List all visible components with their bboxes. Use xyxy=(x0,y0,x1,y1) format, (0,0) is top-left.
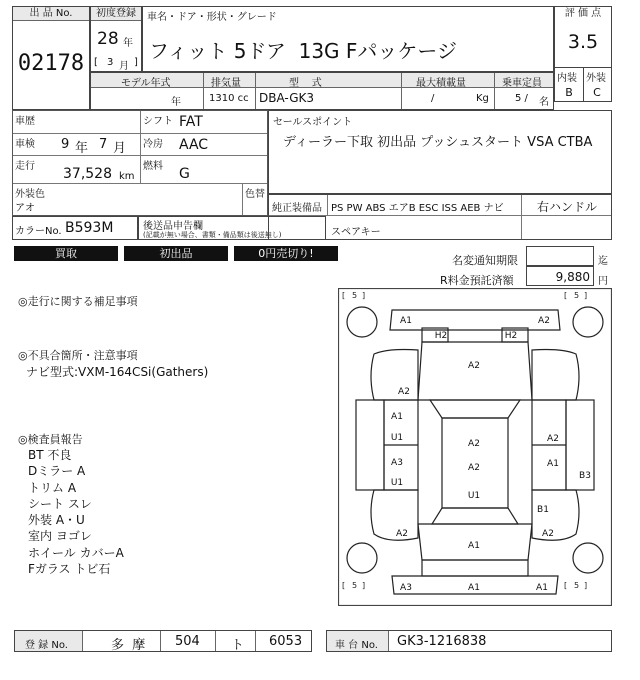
exterior-label: 外装 xyxy=(586,73,606,84)
chassis-label: 車 台 No. xyxy=(335,640,378,651)
docs-label: 後送品申告欄 xyxy=(143,221,203,232)
rear-glass xyxy=(432,508,518,524)
reg-class: 504 xyxy=(175,634,200,649)
first-reg-label: 初度登録 xyxy=(91,7,141,21)
mark: U1 xyxy=(390,478,404,488)
svg-text:[: [ xyxy=(342,581,346,590)
mileage-unit: km xyxy=(119,171,135,182)
mark: H2 xyxy=(434,331,448,341)
lot-no-label: 出 品 No. xyxy=(13,7,89,21)
mark: B1 xyxy=(537,505,549,515)
purchase-badge: 買取 xyxy=(14,246,118,261)
max-load-label: 最大積載量 xyxy=(416,78,466,89)
name-change-unit: 迄 xyxy=(598,256,608,267)
exterior-grade: C xyxy=(593,86,601,99)
mark: A3 xyxy=(391,458,403,468)
driving-notes-title: ◎走行に関する補足事項 xyxy=(18,295,138,308)
mark: U1 xyxy=(390,433,404,443)
first-reg-box: 初度登録 28 年 [ 3 月 ] xyxy=(90,6,142,72)
inspector-item: Dミラー A xyxy=(28,464,86,479)
mark: A2 xyxy=(396,529,408,539)
first-reg-year-unit: 年 xyxy=(123,38,133,49)
mark: A1 xyxy=(536,583,548,593)
rear-left-fender xyxy=(371,490,418,540)
tire-tag-fr: 5 xyxy=(574,291,580,300)
inspector-title: ◎検査員報告 xyxy=(18,433,83,446)
mark: A1 xyxy=(468,541,480,551)
sales-label: セールスポイント xyxy=(273,117,353,128)
inspector-item: 外装 A・U xyxy=(28,513,85,528)
first-listing-badge: 初出品 xyxy=(124,246,228,261)
reg-number: 6053 xyxy=(269,634,303,649)
car-damage-diagram xyxy=(338,288,612,606)
docs-note: (記載が無い場合、書類・備品類は後送無し) xyxy=(143,231,282,239)
mark: U1 xyxy=(467,491,481,501)
color-change-label: 色替 xyxy=(245,189,265,200)
left-side-panel xyxy=(356,400,384,490)
tire-tag-rl: 5 xyxy=(352,581,358,590)
inspector-item: シート スレ xyxy=(28,496,92,511)
first-reg-month: 3 xyxy=(107,57,114,68)
recycle-box xyxy=(526,266,594,286)
svg-text:[: [ xyxy=(564,291,568,300)
svg-text:[: [ xyxy=(342,291,346,300)
mark: A3 xyxy=(400,583,412,593)
car-name-box xyxy=(142,6,554,72)
grade-box xyxy=(554,6,612,102)
inspection-month: 7 xyxy=(99,137,108,152)
reg-kana: ト xyxy=(231,638,245,653)
tire-tag-rr: 5 xyxy=(574,581,580,590)
mark: A2 xyxy=(547,434,559,444)
first-reg-year: 28 xyxy=(97,29,119,49)
lot-no-box xyxy=(12,6,90,110)
mark: A2 xyxy=(398,387,410,397)
rear-taillights xyxy=(422,560,528,576)
color-no-label: カラーNo. xyxy=(15,226,62,237)
mileage-label: 走行 xyxy=(15,161,35,172)
sales-box xyxy=(268,110,612,194)
mark: A2 xyxy=(468,463,480,473)
recycle-label: R料金預託済額 xyxy=(440,274,514,287)
steering: 右ハンドル xyxy=(537,200,598,214)
grade-value: 3.5 xyxy=(567,31,599,53)
ac-value: AAC xyxy=(179,137,209,153)
inspector-item: トリム A xyxy=(28,480,77,495)
front-left-fender xyxy=(371,350,418,401)
mark: A1 xyxy=(547,459,559,469)
wheel-rear-left xyxy=(347,543,377,573)
wheel-rear-right xyxy=(573,543,603,573)
svg-text:]: ] xyxy=(584,291,588,300)
equipment-label: 純正装備品 xyxy=(272,203,322,214)
max-load: / xyxy=(431,93,435,104)
inspector-list xyxy=(28,447,124,577)
svg-text:]: ] xyxy=(362,581,366,590)
sales-text: ディーラー下取 初出品 プッシュスタート VSA CTBA xyxy=(283,135,593,150)
mark: A2 xyxy=(468,361,480,371)
windshield xyxy=(430,400,520,418)
recycle-value: 9,880 xyxy=(555,270,590,284)
inspection-label: 車検 xyxy=(15,139,35,150)
svg-text:[: [ xyxy=(564,581,568,590)
color-no-box xyxy=(12,216,138,240)
mark: A1 xyxy=(391,412,403,422)
inspector-item: ホイール カバーA xyxy=(28,545,124,560)
wheel-front-left xyxy=(347,307,377,337)
fuel-value: G xyxy=(179,166,190,182)
color-no: B593M xyxy=(65,220,114,236)
inspection-month-unit: 月 xyxy=(113,141,127,156)
front-bumper xyxy=(390,310,560,330)
car-name-label: 車名・ドア・形状・グレード xyxy=(147,12,277,23)
equipment-items: PS PW ABS エアB ESC ISS AEB ナビ xyxy=(331,203,504,214)
model-year-unit: 年 xyxy=(171,97,181,108)
front-right-fender xyxy=(532,350,579,401)
svg-text:]: ] xyxy=(362,291,366,300)
svg-text:]: ] xyxy=(584,581,588,590)
shift-label: シフト xyxy=(143,116,173,127)
max-load-unit: Kg xyxy=(476,93,489,104)
capacity: 5 / xyxy=(515,93,528,104)
mileage-value: 37,528 xyxy=(63,166,112,182)
mark: H2 xyxy=(504,331,518,341)
capacity-label: 乗車定員 xyxy=(502,78,542,89)
defect-item: ナビ型式:VXM-164CSi(Gathers) xyxy=(26,365,209,379)
fuel-label: 燃料 xyxy=(143,161,163,172)
chassis-box xyxy=(326,630,612,652)
car-name: フィット 5ドア 13G Fパッケージ xyxy=(149,39,458,63)
inspection-year: 9 xyxy=(61,137,70,152)
registration-box xyxy=(14,630,312,652)
reg-label: 登 録 No. xyxy=(25,640,68,651)
reg-area: 多 摩 xyxy=(111,638,146,653)
displacement: 1310 cc xyxy=(209,93,249,104)
name-change-box xyxy=(526,246,594,266)
zero-yen-badge: 0円売切り! xyxy=(234,246,338,261)
rear-right-fender xyxy=(532,490,579,540)
mark: A2 xyxy=(538,316,550,326)
inspection-year-unit: 年 xyxy=(75,141,89,156)
mark: A1 xyxy=(400,316,412,326)
mark: A2 xyxy=(468,439,480,449)
shift-value: FAT xyxy=(179,114,203,130)
tire-tag-fl: 5 xyxy=(352,291,358,300)
grade-label: 評 価 点 xyxy=(555,7,611,20)
name-change-label: 名変通知期限 xyxy=(452,254,518,267)
type-value: DBA-GK3 xyxy=(259,91,314,105)
mark: B3 xyxy=(579,471,591,481)
equipment-box xyxy=(268,194,612,240)
displacement-label: 排気量 xyxy=(211,78,241,89)
inspector-item: 室内 ヨゴレ xyxy=(28,529,92,544)
inspector-item: BT 不良 xyxy=(28,448,72,462)
mark: A2 xyxy=(542,529,554,539)
type-label: 型 式 xyxy=(289,78,322,89)
defects-title: ◎不具合箇所・注意事項 xyxy=(18,349,138,362)
inspector-item: Fガラス トビ石 xyxy=(28,562,111,577)
interior-label: 内装 xyxy=(557,73,577,84)
chassis-number: GK3-1216838 xyxy=(397,634,487,649)
docs-value: スペアキー xyxy=(331,227,381,238)
wheel-front-right xyxy=(573,307,603,337)
details-grid xyxy=(12,110,268,216)
first-reg-month-unit: 月 xyxy=(119,61,129,72)
recycle-unit: 円 xyxy=(598,276,608,287)
history-label: 車歴 xyxy=(15,116,35,127)
color-label: 外装色 xyxy=(15,189,45,200)
ac-label: 冷房 xyxy=(143,139,163,150)
mark: A1 xyxy=(468,583,480,593)
color-value: アオ xyxy=(15,203,35,214)
model-year-label: モデル年式 xyxy=(121,78,171,89)
hood xyxy=(418,342,532,400)
interior-grade: B xyxy=(565,86,573,99)
specs-box xyxy=(90,72,554,110)
capacity-unit: 名 xyxy=(539,97,549,108)
lot-no: 02178 xyxy=(17,51,85,76)
